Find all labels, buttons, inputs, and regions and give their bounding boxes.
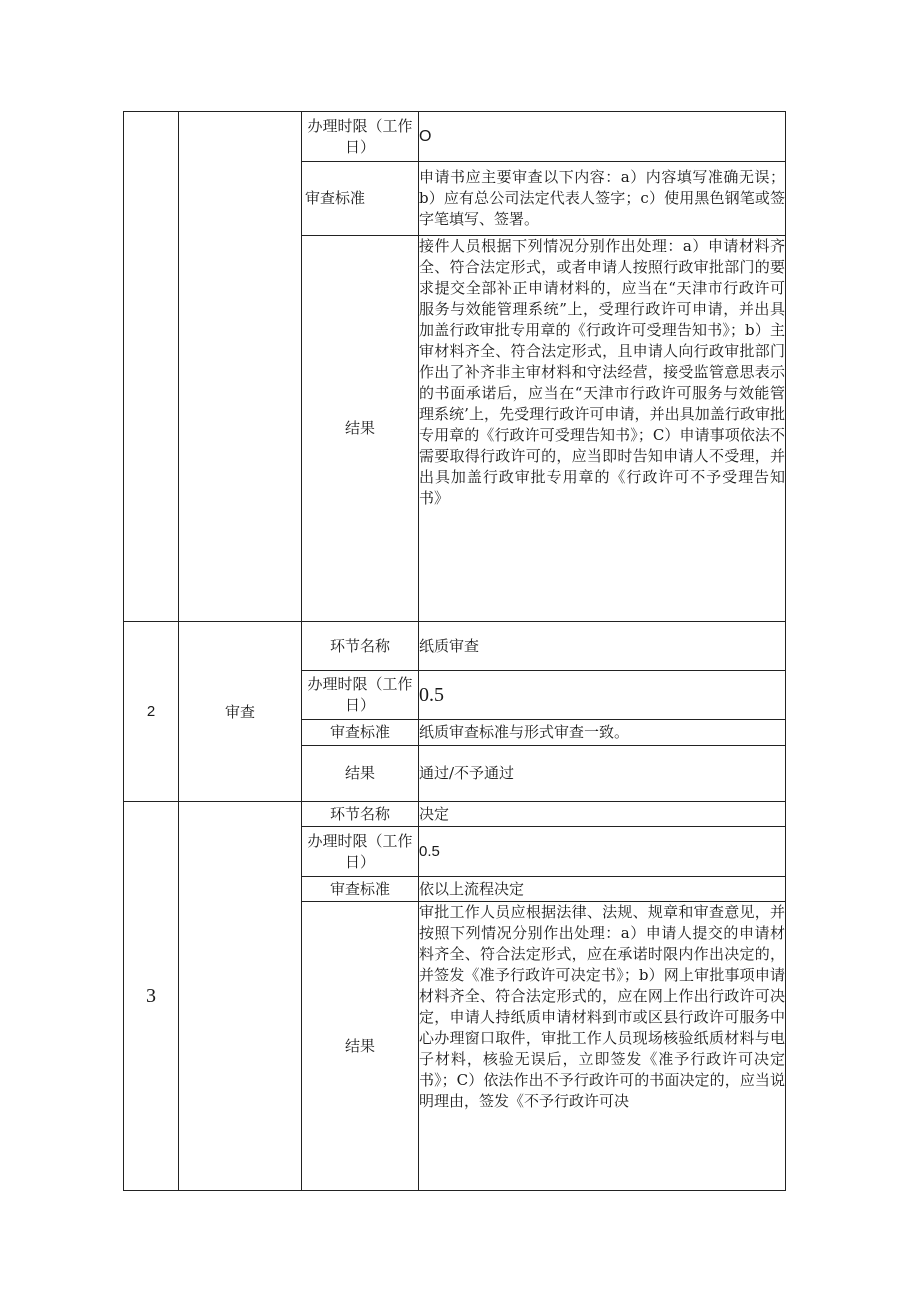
standard-label: 审查标准	[302, 162, 419, 236]
result-label: 结果	[302, 236, 419, 622]
stage-cell	[179, 802, 302, 1191]
result-label: 结果	[302, 746, 419, 802]
standard-label: 审查标准	[302, 877, 419, 902]
step-name-value: 纸质审查	[419, 622, 786, 671]
table-row	[124, 112, 786, 162]
step-name-label: 环节名称	[302, 622, 419, 671]
result-value: 接件人员根据下列情况分别作出处理：a）申请材料齐全、符合法定形式，或者申请人按照行政审批部门的要求提交全部补正申请材料的，应当在“天津市行政许可服务与效能管理系统”上，受理行政许可申请，并出具加盖行政审批专用章的《行政许可受理告知书》；b）主审材料齐全、符合法定形式，且申请人向行政审批部门作出了补齐非主审材料和守法经营，接受监管意思表示的书面承诺后，应当在“天津市行政许可服务与效能管理系统’上，先受理行政许可申请，并出具加盖行政审批专用章的《行政许可受理告知书》；C）申请事项依法不需要取得行政许可的，应当即时告知申请人不受理，并出具加盖行政审批专用章的《行政许可不予受理告知书》	[419, 236, 786, 622]
procedure-table	[123, 111, 786, 1191]
step-number-cell	[124, 112, 179, 622]
standard-label: 审查标准	[302, 720, 419, 746]
time-limit-value: 0.5	[419, 671, 786, 720]
step-name-value: 决定	[419, 802, 786, 827]
stage-cell	[179, 112, 302, 622]
result-value: 通过/不予通过	[419, 746, 786, 802]
result-label: 结果	[302, 902, 419, 1191]
time-limit-value: 0.5	[419, 827, 786, 877]
step-number: 2	[124, 622, 179, 802]
time-limit-value: O	[419, 112, 786, 162]
time-limit-label: 办理时限（工作日）	[302, 112, 419, 162]
time-limit-label: 办理时限（工作日）	[302, 671, 419, 720]
step-number: 3	[124, 802, 179, 1191]
step-name-label: 环节名称	[302, 802, 419, 827]
table-row	[124, 802, 786, 827]
time-limit-label: 办理时限（工作日）	[302, 827, 419, 877]
standard-value: 申请书应主要审查以下内容：a）内容填写准确无误；b）应有总公司法定代表人签字；c）使用黑色钢笔或签字笔填写、签署。	[419, 162, 786, 236]
stage-name: 审查	[179, 622, 302, 802]
standard-value: 依以上流程决定	[419, 877, 786, 902]
standard-value: 纸质审查标准与形式审查一致。	[419, 720, 786, 746]
result-value: 审批工作人员应根据法律、法规、规章和审查意见，并按照下列情况分别作出处理：a）申请人提交的申请材料齐全、符合法定形式，应在承诺时限内作出决定的，并签发《准予行政许可决定书》；b）网上审批事项申请材料齐全、符合法定形式的，应在网上作出行政许可决定，申请人持纸质申请材料到市或区县行政许可服务中心办理窗口取件，审批工作人员现场核验纸质材料与电子材料，核验无误后，立即签发《准予行政许可决定书》；C）依法作出不予行政许可的书面决定的，应当说明理由，签发《不予行政许可决	[419, 902, 786, 1191]
table-row	[124, 622, 786, 671]
